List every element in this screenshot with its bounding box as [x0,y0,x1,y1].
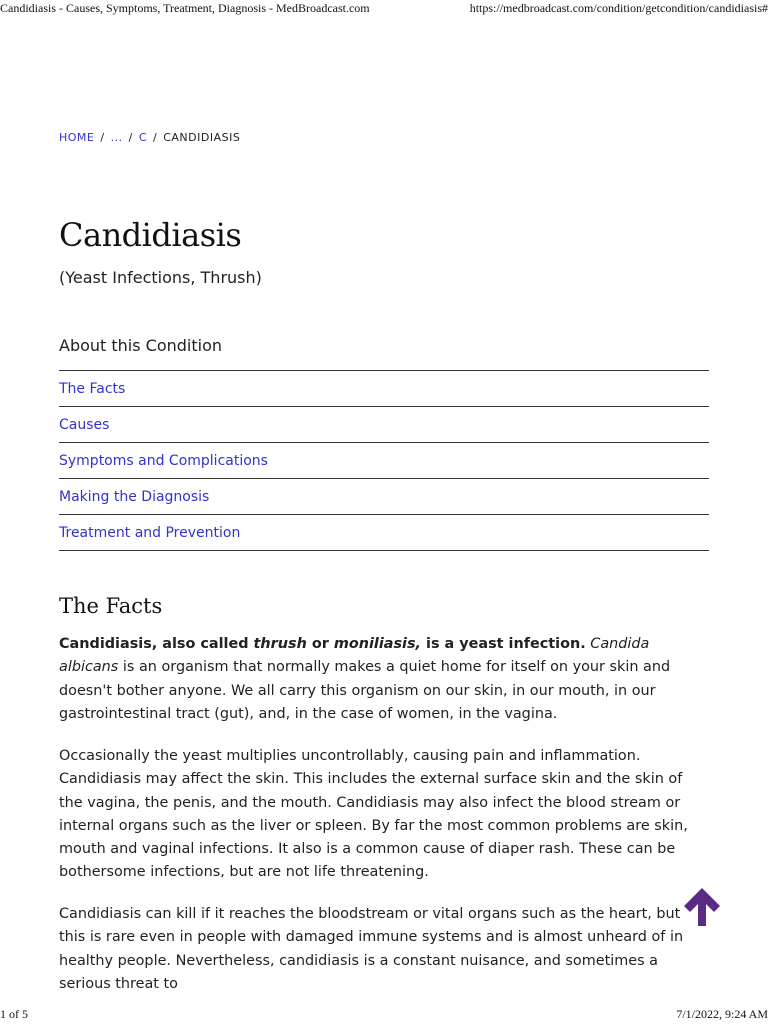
print-page-title: Candidiasis - Causes, Symptoms, Treatment, Diagnosis - MedBroadcast.com [0,1,370,15]
section-nav-item [59,371,709,407]
breadcrumb-separator: / [153,131,158,144]
facts-text: is an organism that normally makes a quiet home for itself on your skin and doesn't bother anyone. We all carry this organism on our skin, in our mouth, in our gastrointestinal tract (gut), and, in the case of women, in the vagina. [59,659,671,722]
arrow-up-icon [680,884,724,930]
breadcrumb-separator: / [128,131,133,144]
print-page-url: https://medbroadcast.com/condition/getcondition/candidiasis# [469,1,768,15]
condition-section-nav [59,370,709,551]
facts-italic-term: Candida albicans [59,636,650,676]
section-nav-item [59,443,709,479]
section-link-treatment[interactable]: Treatment and Prevention [59,524,241,541]
section-link-the-facts[interactable]: The Facts [59,380,126,397]
facts-paragraph-3: Candidiasis can kill if it reaches the bloodstream or vital organs such as the heart, but this is rare even in people with damaged immune systems and is almost unheard of in healthy people. Nevertheless, candidiasis is a constant nuisance, and sometimes a serious threat to [59,906,684,992]
facts-bold-italic-term: thrush [253,636,307,652]
facts-paragraph-1 [59,633,709,726]
facts-bold-text: Candidiasis, also called [59,636,254,652]
facts-bold-italic-term: moniliasis, [333,636,421,652]
breadcrumb-current: CANDIDIASIS [163,131,241,144]
print-header [0,0,768,18]
print-date: 7/1/2022, 9:24 AM [676,1007,768,1021]
print-page-number: 1 of 5 [0,1007,28,1021]
back-to-top-button[interactable] [680,884,724,930]
page-subtitle: (Yeast Infections, Thrush) [59,268,262,287]
breadcrumb-separator: / [100,131,105,144]
breadcrumb [59,131,240,144]
breadcrumb-ellipsis-link[interactable]: ... [110,131,123,144]
about-condition-heading: About this Condition [59,336,223,355]
breadcrumb-home-link[interactable]: HOME [59,131,95,144]
section-nav-item [59,407,709,443]
breadcrumb-letter-link[interactable]: C [138,131,147,144]
section-link-symptoms[interactable]: Symptoms and Complications [59,452,268,469]
section-title-the-facts: The Facts [59,594,163,618]
section-nav-item [59,479,709,515]
facts-bold-text: is a yeast infection. [421,636,586,652]
section-link-causes[interactable]: Causes [59,416,110,433]
section-link-diagnosis[interactable]: Making the Diagnosis [59,488,210,505]
print-footer [0,1006,768,1024]
page-title: Candidiasis [59,216,242,254]
section-nav-item [59,515,709,551]
facts-bold-text: or [306,636,334,652]
facts-paragraph-2: Occasionally the yeast multiplies uncontrollably, causing pain and inflammation. Candidiasis may affect the skin. This includes the external surface skin and the skin of the vagina, the penis, and the mouth. Candidiasis may also infect the blood stream or internal organs such as the liver or spleen. By far the most common problems are skin, mouth and vaginal infections. It also is a common cause of diaper rash. These can be bothersome infections, but are not life threatening. [59,748,688,881]
